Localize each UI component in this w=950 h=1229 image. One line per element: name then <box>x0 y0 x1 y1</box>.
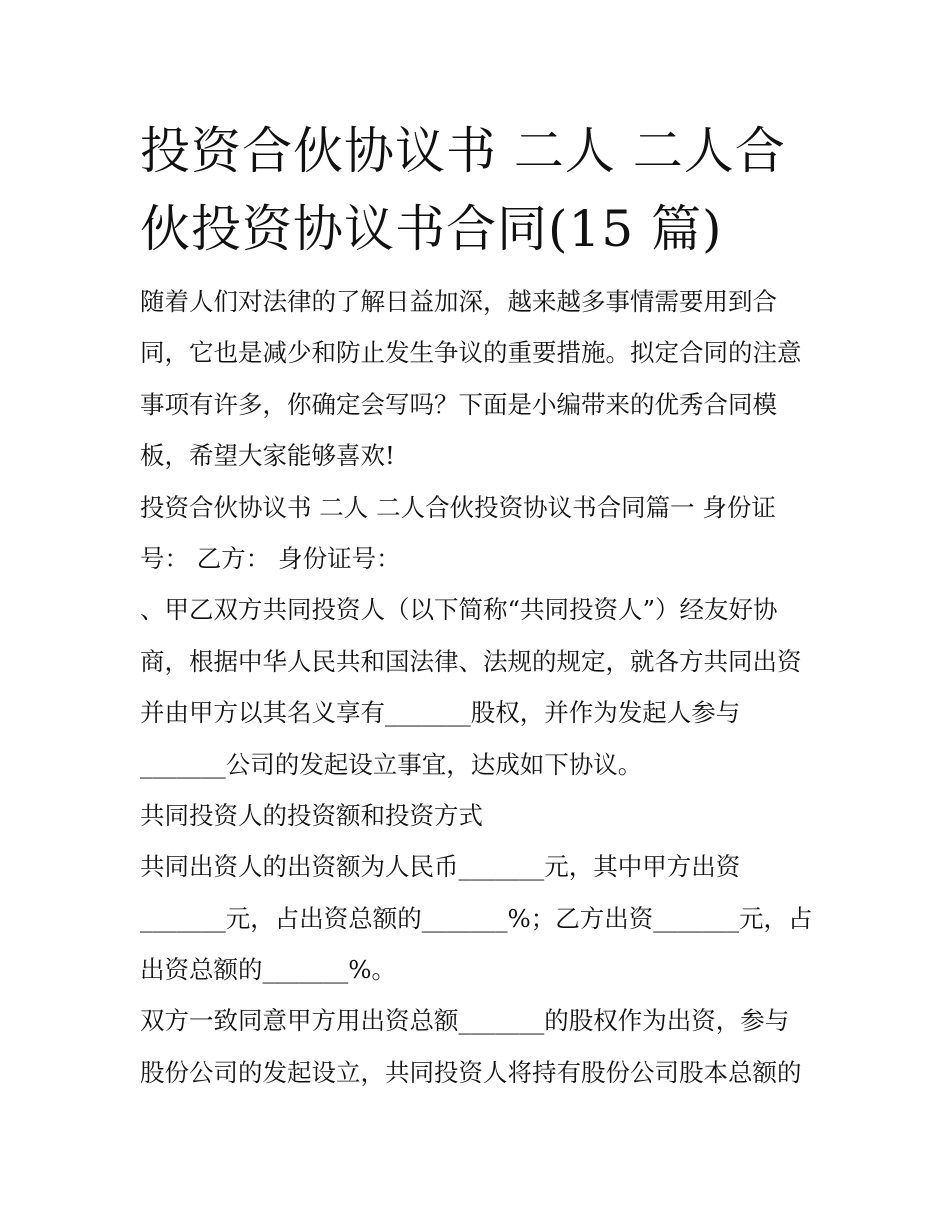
body-line-13: _______元，占出资总额的_______%；乙方出资_______元，占 <box>140 903 813 933</box>
body-line-11: 共同投资人的投资额和投资方式 <box>140 800 483 830</box>
body-line-5: 投资合伙协议书 二人 二人合伙投资协议书合同篇一 身份证 <box>140 492 776 522</box>
body-line-8: 商，根据中华人民共和国法律、法规的规定，就各方共同出资 <box>140 646 802 676</box>
title-line-1: 投资合伙协议书 二人 二人合 <box>140 122 786 180</box>
body-line-6: 号： 乙方： 身份证号： <box>140 543 401 573</box>
body-line-4: 板，希望大家能够喜欢! <box>140 441 395 471</box>
body-line-3: 事项有许多，你确定会写吗？下面是小编带来的优秀合同模 <box>140 389 777 419</box>
body-line-7: 、甲乙双方共同投资人（以下简称“共同投资人”）经友好协 <box>140 595 778 625</box>
body-line-9: 并由甲方以其名义享有_______股权，并作为发起人参与 <box>140 698 741 728</box>
body-line-1: 随着人们对法律的了解日益加深，越来越多事情需要用到合 <box>140 287 777 316</box>
body-line-16: 股份公司的发起设立，共同投资人将持有股份公司股本总额的 <box>140 1057 802 1087</box>
body-line-14: 出资总额的_______%。 <box>140 955 397 985</box>
document-title <box>140 112 820 268</box>
body-line-10: _______公司的发起设立事宜，达成如下协议。 <box>140 749 643 779</box>
body-line-15: 双方一致同意甲方用出资总额_______的股权作为出资，参与 <box>140 1006 790 1036</box>
body-line-2: 同，它也是减少和防止发生争议的重要措施。拟定合同的注意 <box>140 338 802 368</box>
body-line-12: 共同出资人的出资额为人民币_______元，其中甲方出资 <box>140 852 741 882</box>
title-line-2: 伙投资协议书合同(15 篇) <box>140 200 723 258</box>
document-body <box>140 276 830 1098</box>
